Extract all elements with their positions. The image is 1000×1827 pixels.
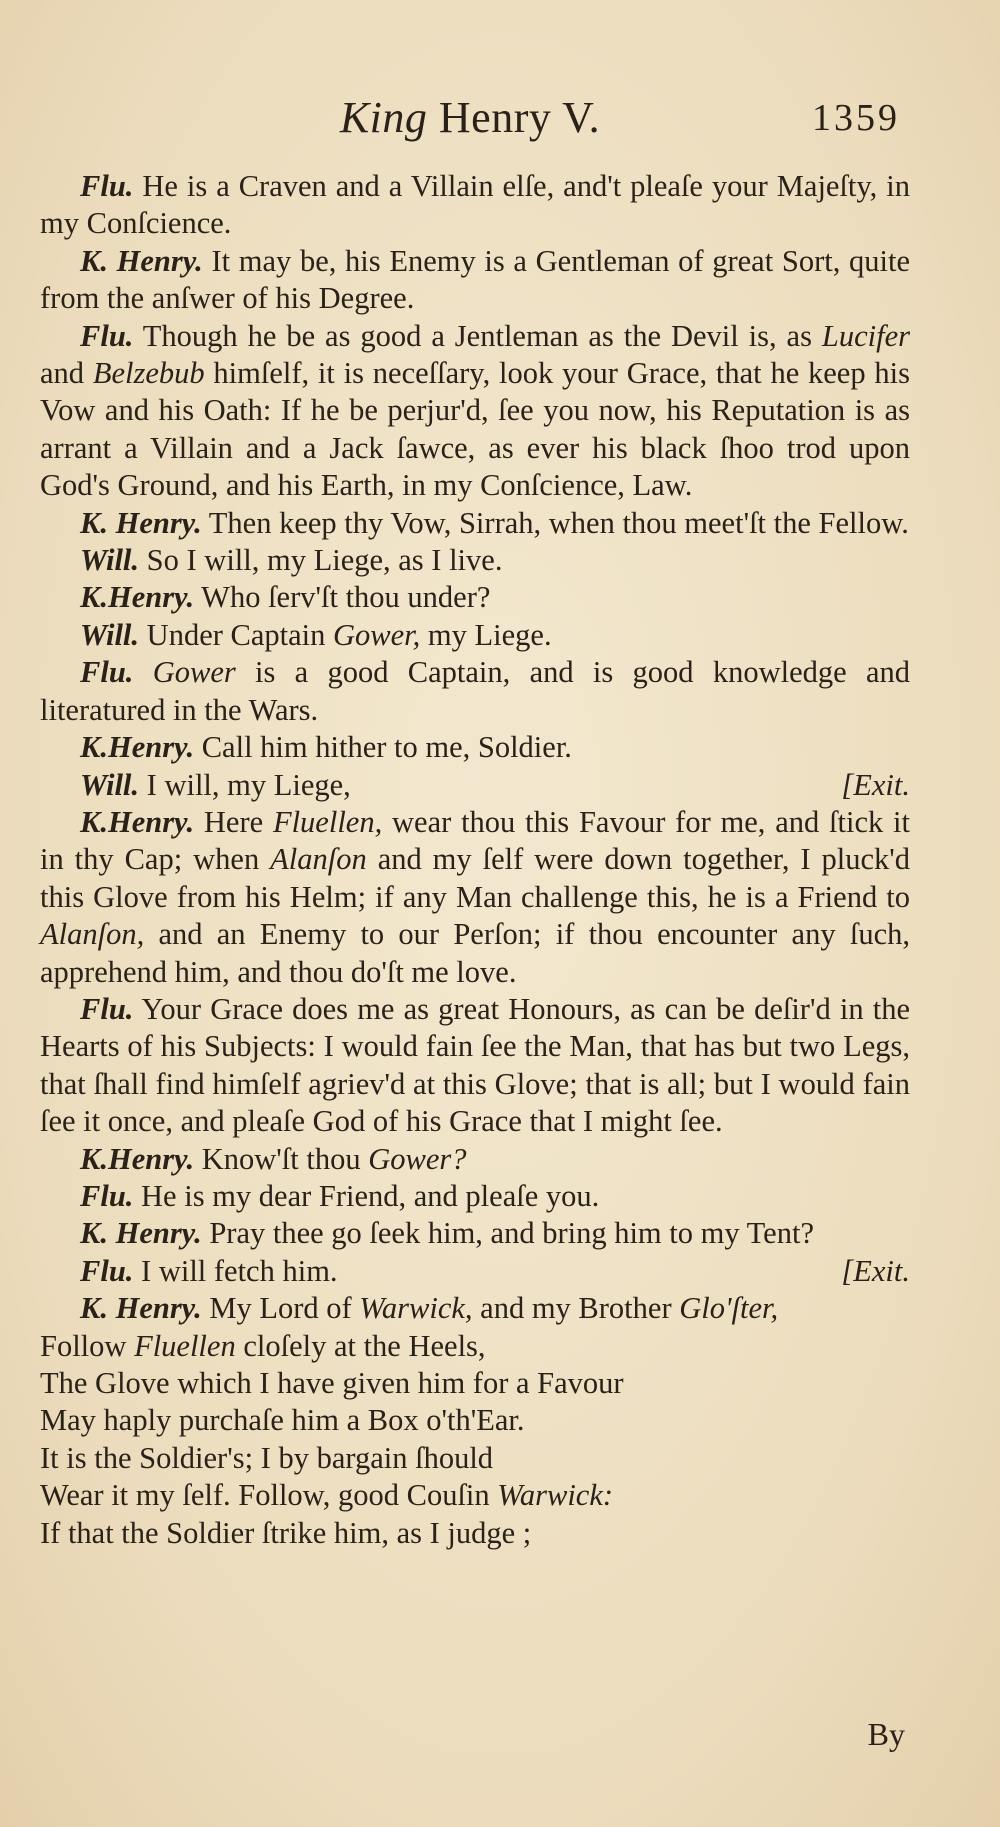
speech-text: and my Brother — [472, 1291, 680, 1326]
speech — [40, 804, 910, 991]
stage-direction: [Exit. — [841, 767, 910, 802]
italic-name: Lucifer — [821, 318, 910, 353]
play-text — [40, 168, 910, 1552]
speaker: K.Henry. — [80, 580, 195, 615]
italic-name: Gower — [152, 655, 236, 690]
speech-text: He is my dear Friend, and pleaſe you. — [133, 1178, 600, 1213]
speech-text: So I will, my Liege, as I live. — [139, 543, 503, 578]
verse-text: It is the Soldier's; I by bargain ſhould — [40, 1440, 494, 1475]
speech-text: my Liege. — [420, 617, 552, 652]
speech-text: is a good Captain, and is good knowledge and literatured in the Wars. — [40, 655, 910, 727]
verse-line — [40, 1515, 910, 1552]
speech-text: He is a Craven and a Villain elſe, and't pleaſe your Majeſty, in my Conſcience. — [40, 169, 910, 241]
speech — [40, 654, 910, 729]
speech-text: I will, my Liege, — [139, 767, 351, 802]
speech-text: Your Grace does me as great Honours, as can be deſir'd in the Hearts of his Subjects: I would fain ſee the Man, that has but two Legs, that ſhall find himſelf agriev'd at this Glove; that is all; but I would fain ſee it once, and pleaſe God of his Grace that I might ſee. — [40, 991, 910, 1139]
speaker: K.Henry. — [80, 730, 195, 765]
stage-direction: [Exit. — [841, 1253, 910, 1288]
speech-text: Here — [194, 804, 273, 839]
running-title — [40, 92, 900, 143]
speaker: Flu. — [80, 1253, 134, 1288]
speaker: Flu. — [80, 169, 134, 203]
verse-line — [40, 1328, 910, 1365]
verse-line — [40, 1402, 910, 1439]
speaker: Will. — [80, 767, 140, 802]
verse-text: Follow — [40, 1328, 135, 1363]
speech-text: Pray thee go ſeek him, and bring him to my Tent? — [201, 1216, 814, 1251]
speech — [40, 617, 910, 654]
speaker: K. Henry. — [80, 505, 202, 540]
italic-name: Fluellen, — [272, 804, 383, 839]
verse-line — [40, 1477, 910, 1514]
speaker: Will. — [80, 617, 140, 652]
speech — [40, 767, 910, 804]
verse-line — [40, 1440, 910, 1477]
speech — [40, 1141, 910, 1178]
italic-name: Gower? — [368, 1141, 467, 1176]
speech — [40, 1253, 910, 1290]
page-header — [40, 92, 900, 152]
speech — [40, 1178, 910, 1215]
speech-text: and an Enemy to our Perſon; if thou encounter any ſuch, apprehend him, and thou do'ſt me love. — [40, 917, 910, 989]
italic-name: Fluellen — [134, 1328, 236, 1363]
verse-text: If that the Soldier ſtrike him, as I judge ; — [40, 1515, 532, 1550]
speech-text: My Lord of — [201, 1291, 360, 1326]
speaker: Flu. — [80, 655, 134, 690]
speech — [40, 168, 910, 243]
speaker: Flu. — [80, 1178, 134, 1213]
speech-text: and — [40, 356, 93, 391]
running-title-rest: Henry V. — [427, 93, 601, 142]
speech-text: Then keep thy Vow, Sirrah, when thou meet'ſt the Fellow. — [201, 505, 909, 540]
speech-text: himſelf, it is neceſſary, look your Grace, that he keep his Vow and his Oath: If he be perjur'd, ſee you now, his Reputation is as arrant a Villain and a Jack ſawce, as ever his black ſhoo trod upon God's Ground, and his Earth, in my Conſcience, Law. — [40, 356, 910, 503]
speech-text: and my ſelf were down together, I pluck'd this Glove from his Helm; if any Man challenge this, he is a Friend to — [40, 842, 910, 914]
speech — [40, 243, 910, 318]
speech-text: wear thou this Favour for me, and ſtick it in thy Cap; when — [40, 804, 910, 877]
verse-text: May haply purchaſe him a Box o'th'Ear. — [40, 1403, 525, 1438]
verse-text: The Glove which I have given him for a Favour — [40, 1366, 624, 1400]
speaker: K. Henry. — [80, 1216, 202, 1251]
italic-name: Warwick: — [497, 1478, 614, 1513]
speech — [40, 729, 910, 766]
verse-text: Wear it my ſelf. Follow, good Couſin — [40, 1478, 498, 1513]
speaker: K. Henry. — [80, 1291, 202, 1326]
speech-text: Who ſerv'ſt thou under? — [194, 580, 491, 615]
italic-name: Belzebub — [92, 356, 205, 391]
italic-name: Alanſon, — [40, 917, 145, 952]
page-number: 1359 — [812, 97, 900, 139]
speech — [40, 542, 910, 579]
italic-name: Warwick, — [359, 1291, 473, 1326]
speech — [40, 579, 910, 616]
verse-line — [40, 1365, 910, 1402]
speaker: K. Henry. — [80, 243, 203, 278]
italic-name: Gower, — [333, 617, 421, 652]
speech-text: It may be, his Enemy is a Gentleman of great Sort, quite from the anſwer of his Degree. — [40, 243, 911, 316]
catchword: By — [867, 1716, 905, 1752]
running-title-italic: King — [339, 93, 428, 142]
speaker: Flu. — [80, 991, 134, 1026]
speaker: K.Henry. — [80, 804, 195, 839]
verse-text: cloſely at the Heels, — [235, 1328, 486, 1363]
speech-text: Under Captain — [139, 617, 334, 652]
speech-text: Know'ſt thou — [194, 1141, 369, 1176]
italic-name: Glo'ſter, — [679, 1291, 779, 1326]
speech — [40, 505, 910, 542]
speech — [40, 991, 910, 1141]
speech-text: Call him hither to me, Soldier. — [194, 730, 572, 765]
speech — [40, 318, 910, 505]
speaker: Flu. — [80, 318, 134, 353]
speech — [40, 1290, 910, 1327]
speech-text: Though he be as good a Jentleman as the Devil is, as — [133, 318, 822, 353]
speaker: K.Henry. — [80, 1141, 195, 1176]
speech-text: I will fetch him. — [133, 1253, 338, 1288]
italic-name: Alanſon — [270, 842, 367, 877]
speaker: Will. — [80, 543, 140, 578]
speech — [40, 1215, 910, 1252]
